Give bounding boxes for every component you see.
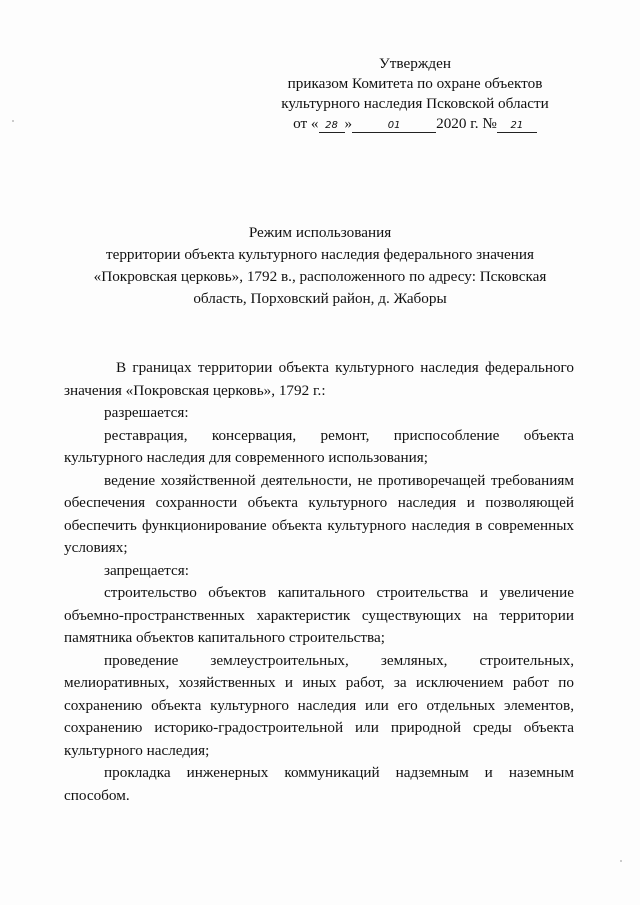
intro-paragraph-line-2: значения «Покровская церковь», 1792 г.:: [64, 381, 326, 399]
scan-speck: [12, 120, 14, 122]
forbidden-item-construction: строительство объектов капитального строительства и увеличение объемно-пространственных характеристик существующих на территории памятника объектов капитального строительства;: [64, 584, 574, 646]
allowed-item-economic-activity: ведение хозяйственной деятельности, не противоречащей требованиям обеспечения сохранности объекта культурного наследия и позволяющей обеспечить функционирование объекта культурного наследия в современных условиях;: [64, 471, 574, 556]
allowed-item-restoration: реставрация, консервация, ремонт, приспособление объекта культурного наследия для современного использования;: [64, 426, 574, 466]
approval-line-order: приказом Комитета по охране объектов: [287, 75, 543, 92]
forbidden-heading: запрещается:: [104, 561, 189, 579]
title-line-4: область, Порховский район, д. Жаборы: [193, 290, 447, 307]
handwritten-day: 28: [319, 120, 345, 133]
approval-line-approved: Утвержден: [379, 55, 451, 72]
approval-line-committee: культурного наследия Псковской области: [281, 95, 549, 112]
allowed-heading: разрешается:: [104, 404, 189, 421]
title-line-1: Режим использования: [248, 224, 392, 241]
title-line-2: территории объекта культурного наследия федерального значения: [105, 246, 535, 263]
document-body: [64, 357, 574, 807]
forbidden-item-earthworks: проведение землеустроительных, земляных, строительных, мелиоративных, хозяйственных и иных работ, за исключением работ по сохранению объекта культурного наследия или его отдельных элементов, сохранению историко-градостроительной или природной среды объекта культурного наследия;: [64, 651, 574, 759]
date-prefix: от «: [293, 115, 319, 132]
approval-date-line: [250, 114, 580, 134]
scan-speck: [620, 860, 622, 862]
intro-paragraph-line-1: В границах территории объекта культурного наследия федерального: [116, 359, 574, 376]
handwritten-order-number: 21: [497, 120, 537, 133]
title-line-3: «Покровская церковь», 1792 в., расположенного по адресу: Псковская: [93, 268, 547, 285]
date-year: 2020 г. №: [436, 115, 497, 132]
handwritten-month: 01: [352, 120, 436, 133]
document-title: [60, 222, 580, 310]
forbidden-item-utilities: прокладка инженерных коммуникаций надземным и наземным способом.: [64, 764, 574, 804]
approval-stamp-block: [250, 54, 580, 134]
date-mid: »: [344, 115, 353, 132]
